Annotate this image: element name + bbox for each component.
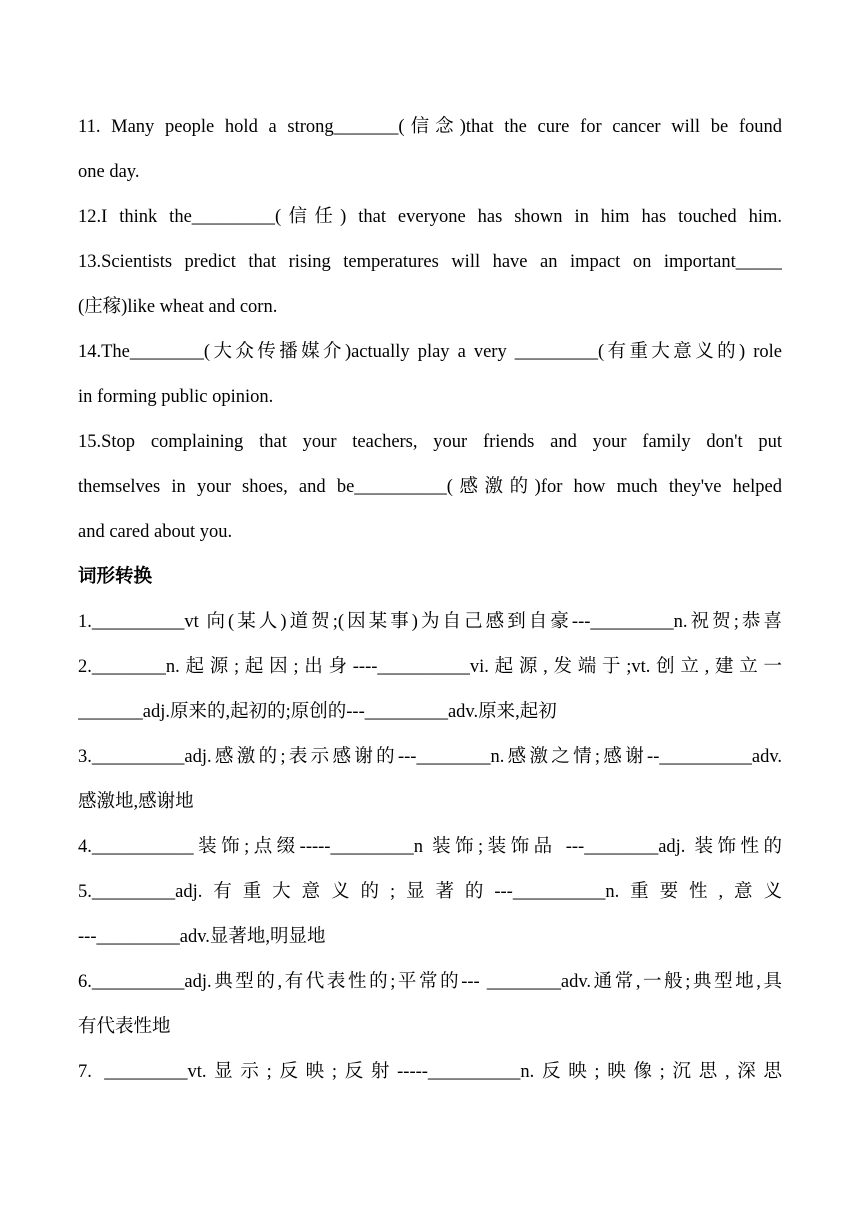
- exercise-14-line-2: in forming public opinion.: [78, 387, 274, 407]
- word-form-2-line-1: 2.________n.起源;起因;出身----__________vi.起源,发端于;vt.创立,建立一: [78, 657, 782, 677]
- word-form-6-line-1: 6.__________adj.典型的,有代表性的;平常的--- ________adv.通常,一般;典型地,具: [78, 972, 782, 992]
- exercise-13-line-1: 13.Scientists predict that rising temperatures will have an impact on important_____: [78, 252, 782, 272]
- exercise-14-line-1: 14.The________(大众传播媒介)actually play a very _________(有重大意义的) role: [78, 342, 782, 362]
- word-form-5-line-2: ---_________adv.显著地,明显地: [78, 927, 326, 947]
- exercise-15-line-1: 15.Stop complaining that your teachers, your friends and your family don't put: [78, 432, 782, 452]
- word-form-5-line-1: 5._________adj.有重大意义的;显著的---__________n.重要性,意义: [78, 882, 782, 902]
- exercise-15-line-2: themselves in your shoes, and be__________(感激的)for how much they've helped: [78, 477, 782, 497]
- exercise-15-line-3: and cared about you.: [78, 522, 233, 542]
- exercise-13-line-2: (庄稼)like wheat and corn.: [78, 297, 278, 317]
- word-form-3-line-2: 感激地,感谢地: [78, 792, 194, 812]
- word-form-2-line-2: _______adj.原来的,起初的;原创的---_________adv.原来,起初: [78, 702, 557, 722]
- word-form-3-line-1: 3.__________adj.感激的;表示感谢的---________n.感激之情;感谢--__________adv.: [78, 747, 782, 767]
- exercise-11-line-2: one day.: [78, 162, 140, 182]
- exercise-11-line-1: 11. Many people hold a strong_______(信念)that the cure for cancer will be found: [78, 117, 782, 137]
- exercise-12-line-1: 12.I think the_________(信任) that everyone has shown in him has touched him.: [78, 207, 782, 227]
- word-form-7-line-1: 7. _________vt.显示;反映;反射-----__________n.反映;映像;沉思,深思: [78, 1062, 782, 1082]
- word-form-6-line-2: 有代表性地: [78, 1017, 171, 1037]
- word-form-1-line-1: 1.__________vt 向(某人)道贺;(因某事)为自己感到自豪---_________n.祝贺;恭喜: [78, 612, 782, 632]
- document-page: [78, 105, 782, 1095]
- section-heading: 词形转换: [78, 567, 153, 587]
- word-form-4-line-1: 4.___________装饰;点缀-----_________n 装饰;装饰品 ---________adj. 装饰性的: [78, 837, 782, 857]
